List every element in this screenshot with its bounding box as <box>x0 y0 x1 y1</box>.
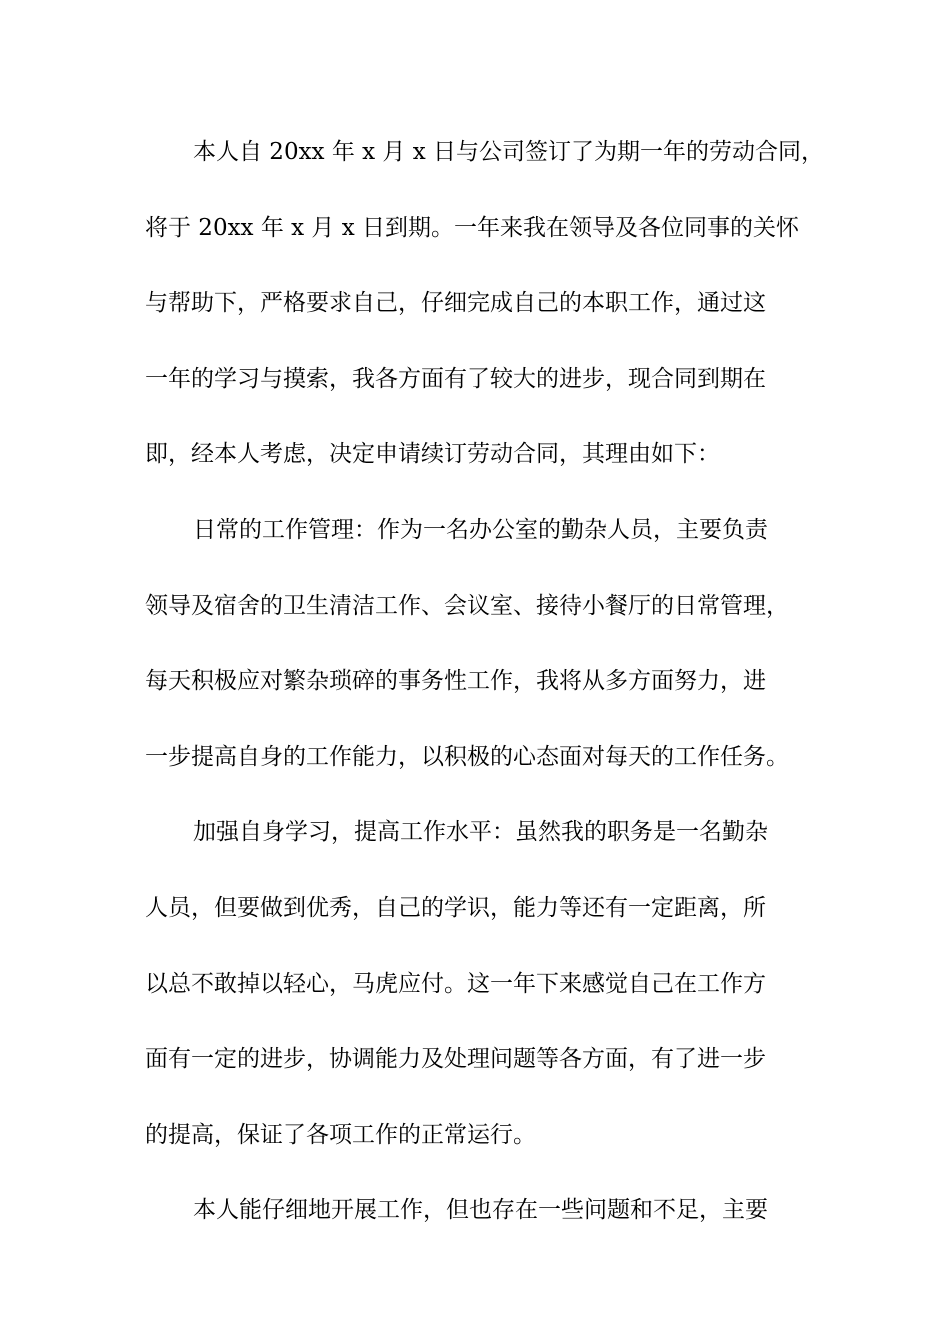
text-line: 人员，但要做到优秀，自己的学识，能力等还有一定距离，所 <box>145 894 766 921</box>
text-line: 领导及宿舍的卫生清洁工作、会议室、接待小餐厅的日常管理， <box>145 592 789 619</box>
document-body <box>145 131 825 1265</box>
text-line: 一年的学习与摸索，我各方面有了较大的进步，现合同到期在 <box>145 365 766 392</box>
text-line: 与帮助下，严格要求自己，仔细完成自己的本职工作，通过这 <box>145 290 766 317</box>
text-line: 每天积极应对繁杂琐碎的事务性工作，我将从多方面努力，进 <box>145 668 766 695</box>
text-line: 本人能仔细地开展工作，但也存在一些问题和不足，主要 <box>193 1197 768 1224</box>
text-line: 的提高，保证了各项工作的正常运行。 <box>145 1121 536 1148</box>
text-line: 即，经本人考虑，决定申请续订劳动合同，其理由如下： <box>145 441 720 468</box>
text-line: 本人自 20xx 年 x 月 x 日与公司签订了为期一年的劳动合同， <box>193 139 825 165</box>
text-line: 一步提高自身的工作能力，以积极的心态面对每天的工作任务。 <box>145 743 789 770</box>
text-line: 加强自身学习，提高工作水平：虽然我的职务是一名勤杂 <box>193 819 768 846</box>
text-line: 以总不敢掉以轻心，马虎应付。这一年下来感觉自己在工作方 <box>145 970 766 997</box>
text-line: 日常的工作管理：作为一名办公室的勤杂人员，主要负责 <box>193 516 768 543</box>
text-line: 面有一定的进步，协调能力及处理问题等各方面，有了进一步 <box>145 1046 766 1073</box>
text-line: 将于 20xx 年 x 月 x 日到期。一年来我在领导及各位同事的关怀 <box>145 214 800 241</box>
